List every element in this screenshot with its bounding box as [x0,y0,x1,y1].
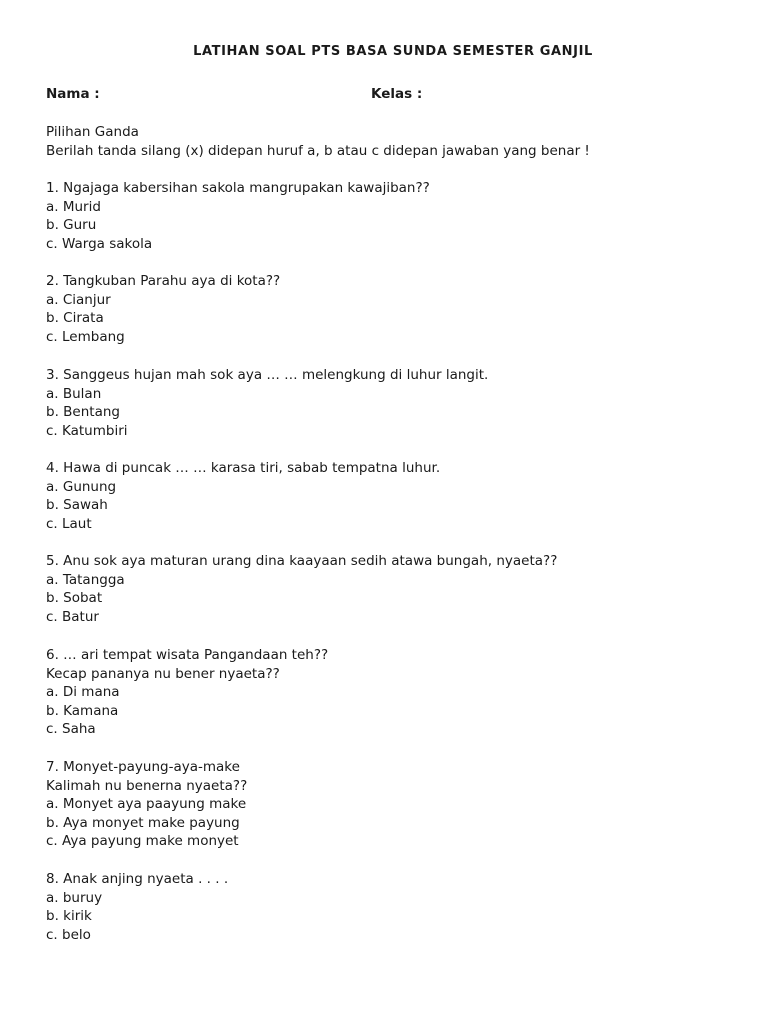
option-a: a. Monyet aya paayung make [46,796,247,813]
question-text: 5. Anu sok aya maturan urang dina kaayaan sedih atawa bungah, nyaeta?? [46,553,558,569]
option-c: c. Saha [46,721,96,738]
page-title: LATIHAN SOAL PTS BASA SUNDA SEMESTER GANJIL [193,44,593,59]
option-c: c. Batur [46,608,99,625]
instructions [46,123,590,160]
option-a: a. Cianjur [46,291,111,308]
question-text: 4. Hawa di puncak … … karasa tiri, sabab tempatna luhur. [46,460,441,476]
kelas-label: Kelas : [371,86,423,102]
option-c: c. belo [46,926,91,943]
nama-label: Nama : [46,86,100,102]
option-a: a. Gunung [46,478,117,495]
instruction-text: Berilah tanda silang (x) didepan huruf a, b atau c didepan jawaban yang benar ! [46,142,590,159]
option-c: c. Lembang [46,328,125,345]
question-7 [46,758,247,851]
option-a: a. Tatangga [46,571,125,588]
option-c: c. Katumbiri [46,422,128,439]
option-c: c. Aya payung make monyet [46,833,239,850]
option-b: b. Kamana [46,702,119,719]
question-text: 8. Anak anjing nyaeta . . . . [46,871,229,887]
question-2 [46,272,280,346]
question-8 [46,870,228,944]
option-b: b. Guru [46,217,97,234]
question-4 [46,459,440,533]
option-b: b. kirik [46,908,92,925]
question-text: 2. Tangkuban Parahu aya di kota?? [46,273,281,289]
option-c: c. Laut [46,515,92,532]
option-a: a. Murid [46,198,101,215]
option-a: a. Bulan [46,385,102,402]
question-subtext: Kalimah nu benerna nyaeta?? [46,777,248,794]
option-b: b. Aya monyet make payung [46,814,240,831]
question-1 [46,179,430,253]
option-a: a. buruy [46,889,103,906]
option-a: a. Di mana [46,684,120,701]
question-text: 7. Monyet-payung-aya-make [46,759,240,775]
question-3 [46,366,488,440]
option-b: b. Sawah [46,497,108,514]
question-subtext: Kecap pananya nu bener nyaeta?? [46,665,280,682]
question-text: 6. … ari tempat wisata Pangandaan teh?? [46,647,329,663]
option-b: b. Bentang [46,404,120,421]
option-c: c. Warga sakola [46,235,153,252]
question-text: 3. Sanggeus hujan mah sok aya … … melengkung di luhur langit. [46,367,489,383]
option-b: b. Sobat [46,590,103,607]
question-text: 1. Ngajaga kabersihan sakola mangrupakan kawajiban?? [46,180,430,196]
option-b: b. Cirata [46,310,104,327]
section-heading: Pilihan Ganda [46,124,139,140]
question-5 [46,552,557,626]
question-6 [46,646,328,739]
